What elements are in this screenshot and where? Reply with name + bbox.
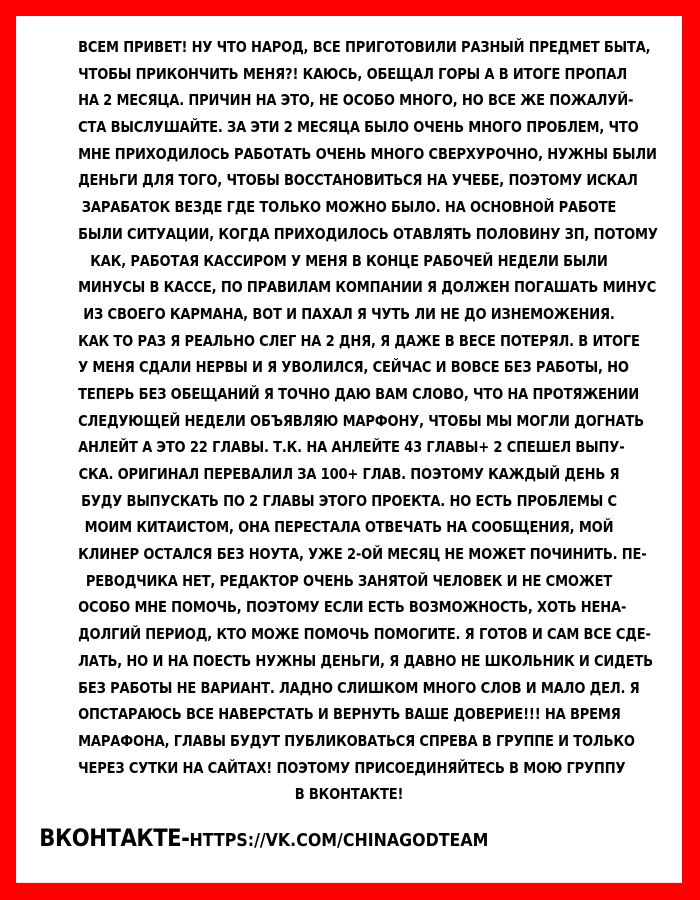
vk-link-label: ВКОНТАКТЕ-	[39, 823, 190, 852]
message-text	[34, 34, 664, 808]
message-line: В ВКОНТАКТЕ!	[294, 785, 404, 804]
notice-panel	[16, 16, 682, 883]
message-line: БЫЛИ СИТУАЦИИ, КОГДА ПРИХОДИЛОСЬ ОТАВЛЯТЬ ПОЛОВИНУ ЗП, ПОТОМУ	[78, 224, 658, 243]
message-line: ИЗ СВОЕГО КАРМАНА, ВОТ И ПАХАЛ Я ЧУТЬ ЛИ НЕ ДО ИЗНЕМОЖЕНИЯ.	[83, 304, 615, 323]
message-line: ОСОБО МНЕ ПОМОЧЬ, ПОЭТОМУ ЕСЛИ ЕСТЬ ВОЗМОЖНОСТЬ, ХОТЬ НЕНА-	[78, 598, 627, 617]
message-line: ЛАТЬ, НО И НА ПОЕСТЬ НУЖНЫ ДЕНЬГИ, Я ДАВНО НЕ ШКОЛЬНИК И СИДЕТЬ	[78, 651, 653, 670]
message-line: МОИМ КИТАИСТОМ, ОНА ПЕРЕСТАЛА ОТВЕЧАТЬ НА СООБЩЕНИЯ, МОЙ	[84, 518, 614, 537]
message-line: ДЕНЬГИ ДЛЯ ТОГО, ЧТОБЫ ВОССТАНОВИТЬСЯ НА УЧЕБЕ, ПОЭТОМУ ИСКАЛ	[78, 171, 638, 190]
message-line: МИНУСЫ В КАССЕ, ПО ПРАВИЛАМ КОМПАНИИ Я ДОЛЖЕН ПОГАШАТЬ МИНУС	[78, 278, 657, 297]
message-line: ЗАРАБАТОК ВЕЗДЕ ГДЕ ТОЛЬКО МОЖНО БЫЛО. НА ОСНОВНОЙ РАБОТЕ	[81, 198, 617, 217]
message-line: СЛЕДУЮЩЕЙ НЕДЕЛИ ОБЪЯВЛЯЮ МАРФОНУ, ЧТОБЫ МЫ МОГЛИ ДОГНАТЬ	[78, 411, 644, 430]
message-line: ДОЛГИЙ ПЕРИОД, КТО МОЖЕ ПОМОЧЬ ПОМОГИТЕ. Я ГОТОВ И САМ ВСЕ СДЕ-	[78, 625, 651, 644]
message-line: КАК ТО РАЗ Я РЕАЛЬНО СЛЕГ НА 2 ДНЯ, Я ДАЖЕ В ВЕСЕ ПОТЕРЯЛ. В ИТОГЕ	[78, 331, 640, 350]
message-line: ЧЕРЕЗ СУТКИ НА САЙТАХ! ПОЭТОМУ ПРИСОЕДИНЯЙТЕСЬ В МОЮ ГРУППУ	[78, 758, 626, 777]
message-line: СКА. ОРИГИНАЛ ПЕРЕВАЛИЛ ЗА 100+ ГЛАВ. ПОЭТОМУ КАЖДЫЙ ДЕНЬ Я	[78, 465, 620, 483]
message-line: ТЕПЕРЬ БЕЗ ОБЕЩАНИЙ Я ТОЧНО ДАЮ ВАМ СЛОВО, ЧТО НА ПРОТЯЖЕНИИ	[78, 384, 640, 403]
message-line: РЕВОДЧИКА НЕТ, РЕДАКТОР ОЧЕНЬ ЗАНЯТОЙ ЧЕЛОВЕК И НЕ СМОЖЕТ	[85, 571, 613, 590]
message-line: БЕЗ РАБОТЫ НЕ ВАРИАНТ. ЛАДНО СЛИШКОМ МНОГО СЛОВ И МАЛО ДЕЛ. Я	[78, 678, 640, 697]
message-line: КЛИНЕР ОСТАЛСЯ БЕЗ НОУТА, УЖЕ 2-ОЙ МЕСЯЦ НЕ МОЖЕТ ПОЧИНИТЬ. ПЕ-	[78, 545, 647, 564]
message-line: КАК, РАБОТАЯ КАССИРОМ У МЕНЯ В КОНЦЕ РАБОЧЕЙ НЕДЕЛИ БЫЛИ	[90, 251, 608, 270]
message-line: ВСЕМ ПРИВЕТ! НУ ЧТО НАРОД, ВСЕ ПРИГОТОВИЛИ РАЗНЫЙ ПРЕДМЕТ БЫТА,	[78, 38, 651, 56]
vk-link-row	[34, 824, 588, 852]
message-line: НА 2 МЕСЯЦА. ПРИЧИН НА ЭТО, НЕ ОСОБО МНОГО, НО ВСЕ ЖЕ ПОЖАЛУЙ-	[78, 91, 634, 110]
message-line: ОПСТАРАЮСЬ ВСЕ НАВЕРСТАТЬ И ВЕРНУТЬ ВАШЕ ДОВЕРИЕ!!! НА ВРЕМЯ	[78, 705, 621, 724]
message-line: СТА ВЫСЛУШАЙТЕ. ЗА ЭТИ 2 МЕСЯЦА БЫЛО ОЧЕНЬ МНОГО ПРОБЛЕМ, ЧТО	[78, 118, 639, 137]
message-line: ЧТОБЫ ПРИКОНЧИТЬ МЕНЯ?! КАЮСЬ, ОБЕЩАЛ ГОРЫ А В ИТОГЕ ПРОПАЛ	[78, 64, 628, 83]
message-line: МАРАФОНА, ГЛАВЫ БУДУТ ПУБЛИКОВАТЬСЯ СПРЕВА В ГРУППЕ И ТОЛЬКО	[78, 731, 635, 750]
message-line: МНЕ ПРИХОДИЛОСЬ РАБОТАТЬ ОЧЕНЬ МНОГО СВЕРХУРОЧНО, НУЖНЫ БЫЛИ	[78, 144, 657, 163]
vk-link-url: HTTPS://VK.COM/CHINAGODTEAM	[189, 829, 489, 851]
message-line: У МЕНЯ СДАЛИ НЕРВЫ И Я УВОЛИЛСЯ, СЕЙЧАС И ВОВСЕ БЕЗ РАБОТЫ, НО	[78, 358, 629, 377]
message-line: БУДУ ВЫПУСКАТЬ ПО 2 ГЛАВЫ ЭТОГО ПРОЕКТА. НО ЕСТЬ ПРОБЛЕМЫ С	[81, 491, 617, 510]
message-line: АНЛЕЙТ А ЭТО 22 ГЛАВЫ. Т.К. НА АНЛЕЙТЕ 43 ГЛАВЫ+ 2 СПЕШЕЛ ВЫПУ-	[78, 438, 625, 457]
